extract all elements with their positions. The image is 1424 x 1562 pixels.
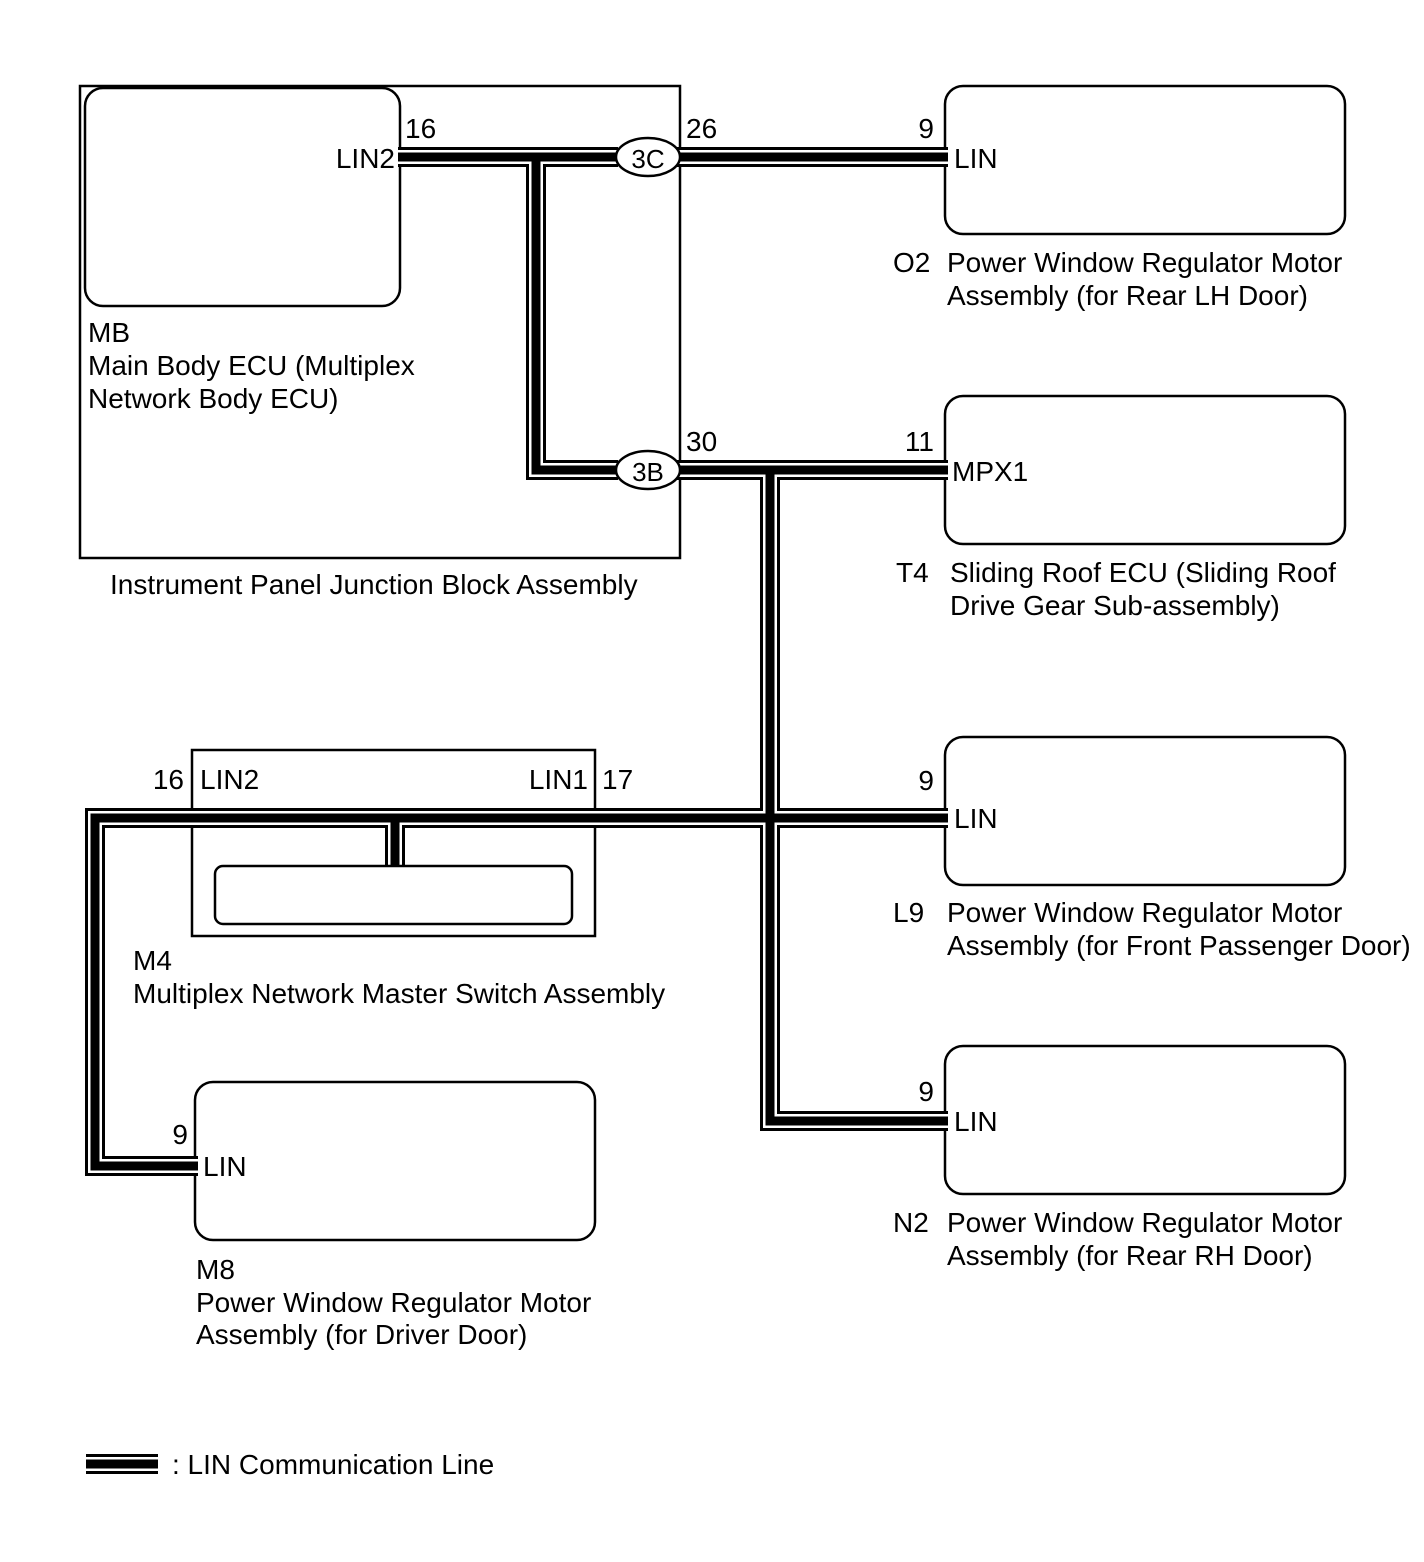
legend-label: : LIN Communication Line bbox=[172, 1449, 495, 1480]
m4-pin-right-label: LIN1 bbox=[528, 764, 588, 795]
wire-pin-26: 26 bbox=[686, 113, 718, 144]
m4-pin-left-label: LIN2 bbox=[200, 764, 260, 795]
t4-name-line1: Sliding Roof ECU (Sliding Roof bbox=[950, 557, 1336, 588]
o2-name-line2: Assembly (for Rear LH Door) bbox=[947, 280, 1308, 311]
o2-name-line1: Power Window Regulator Motor bbox=[947, 247, 1343, 278]
l9-name-line2: Assembly (for Front Passenger Door) bbox=[947, 930, 1411, 961]
l9-pin-label: LIN bbox=[954, 803, 998, 834]
m4-code: M4 bbox=[133, 945, 172, 976]
m8-name-line2: Assembly (for Driver Door) bbox=[196, 1319, 528, 1350]
t4-name-line2: Drive Gear Sub-assembly) bbox=[950, 590, 1280, 621]
o2-pin-label: LIN bbox=[954, 143, 998, 174]
n2-motor-box bbox=[945, 1046, 1345, 1194]
mb-pin-number: 16 bbox=[405, 113, 437, 144]
t4-code: T4 bbox=[896, 557, 929, 588]
m4-inner-switch-box bbox=[215, 866, 572, 924]
m4-name-line1: Multiplex Network Master Switch Assembly bbox=[133, 978, 666, 1009]
m4-pin-right-number: 17 bbox=[602, 764, 634, 795]
n2-code: N2 bbox=[893, 1207, 929, 1238]
m8-pin-label: LIN bbox=[203, 1151, 247, 1182]
m8-code: M8 bbox=[196, 1254, 235, 1285]
l9-name-line1: Power Window Regulator Motor bbox=[947, 897, 1343, 928]
l9-motor-box bbox=[945, 737, 1345, 885]
m4-pin-left-number: 16 bbox=[152, 764, 184, 795]
junction-block-caption: Instrument Panel Junction Block Assembly bbox=[110, 569, 638, 600]
mb-pin-label: LIN2 bbox=[335, 143, 395, 174]
t4-pin-number: 11 bbox=[904, 426, 934, 457]
l9-code: L9 bbox=[893, 897, 925, 928]
o2-motor-box bbox=[945, 86, 1345, 234]
mb-code: MB bbox=[88, 317, 130, 348]
mb-ecu-box bbox=[85, 88, 400, 306]
connector-3b-label: 3B bbox=[632, 457, 664, 487]
wire-pin-30: 30 bbox=[686, 426, 718, 457]
n2-pin-number: 9 bbox=[918, 1076, 934, 1107]
m8-motor-box bbox=[195, 1082, 595, 1240]
n2-pin-label: LIN bbox=[954, 1106, 998, 1137]
m8-name-line1: Power Window Regulator Motor bbox=[196, 1287, 592, 1318]
l9-pin-number: 9 bbox=[918, 765, 934, 796]
o2-pin-number: 9 bbox=[918, 113, 934, 144]
connector-3c-label: 3C bbox=[631, 144, 665, 174]
o2-code: O2 bbox=[893, 247, 931, 278]
mb-name-line2: Network Body ECU) bbox=[88, 383, 339, 414]
t4-pin-label: MPX1 bbox=[952, 456, 1029, 487]
n2-name-line1: Power Window Regulator Motor bbox=[947, 1207, 1343, 1238]
m8-pin-number: 9 bbox=[172, 1119, 188, 1150]
n2-name-line2: Assembly (for Rear RH Door) bbox=[947, 1240, 1313, 1271]
mb-name-line1: Main Body ECU (Multiplex bbox=[88, 350, 415, 381]
